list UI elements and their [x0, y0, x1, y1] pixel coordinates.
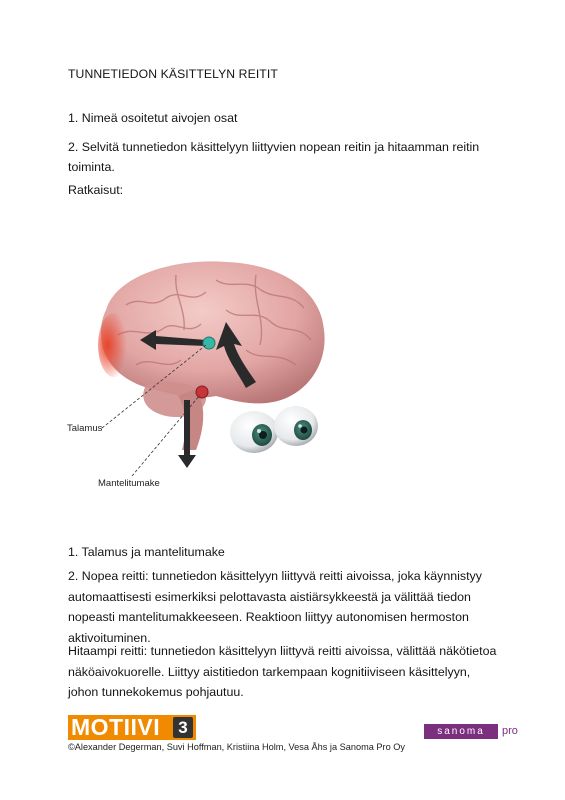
brain-illustration	[56, 250, 356, 480]
motiivi-logo-word: MOTIIVI	[71, 714, 161, 740]
question-2: 2. Selvitä tunnetiedon käsittelyyn liittyvien nopean reitin ja hitaamman reitin toiminta.	[68, 140, 480, 174]
page-title: TUNNETIEDON KÄSITTELYN REITIT	[68, 67, 278, 81]
sanoma-logo: sanoma	[424, 724, 498, 739]
talamus-marker	[203, 337, 215, 349]
eyes-illustration	[230, 406, 318, 453]
label-talamus: Talamus	[67, 423, 103, 434]
cerebrum-shape	[101, 261, 325, 403]
answer-3: Hitaampi reitti: tunnetiedon käsittelyyn liittyvä reitti aivoissa, välittää näkötietoa näköaivokuorelle. Liittyy aistitiedon tarkempaan kognitiiviseen käsittelyyn, johon tunnekokemus pohjautuu.	[68, 644, 497, 699]
label-mantelitumake: Mantelitumake	[98, 478, 160, 489]
motiivi-logo-number: 3	[173, 717, 193, 738]
answer-1: 1. Talamus ja mantelitumake	[68, 545, 225, 559]
sanoma-pro-suffix: pro	[502, 725, 518, 737]
page-footer	[0, 712, 565, 762]
brainstem-shape	[178, 390, 203, 450]
question-1: 1. Nimeä osoitetut aivojen osat	[68, 111, 238, 125]
visual-cortex-highlight	[98, 313, 130, 377]
copyright-text: ©Alexander Degerman, Suvi Hoffman, Kristiina Holm, Vesa Åhs ja Sanoma Pro Oy	[68, 742, 405, 752]
answer-2: 2. Nopea reitti: tunnetiedon käsittelyyn liittyvä reitti aivoissa, joka käynnistyy automaattisesti esimerkiksi pelottavasta aistiärsykkeestä ja välittää tiedon nopeasti mantelitumakkeeseen. Reaktioon liittyy autonomisen hermoston aktivoituminen.	[68, 569, 482, 645]
motiivi-logo	[68, 715, 196, 740]
amygdala-marker	[196, 386, 208, 398]
solutions-heading: Ratkaisut:	[68, 183, 124, 197]
